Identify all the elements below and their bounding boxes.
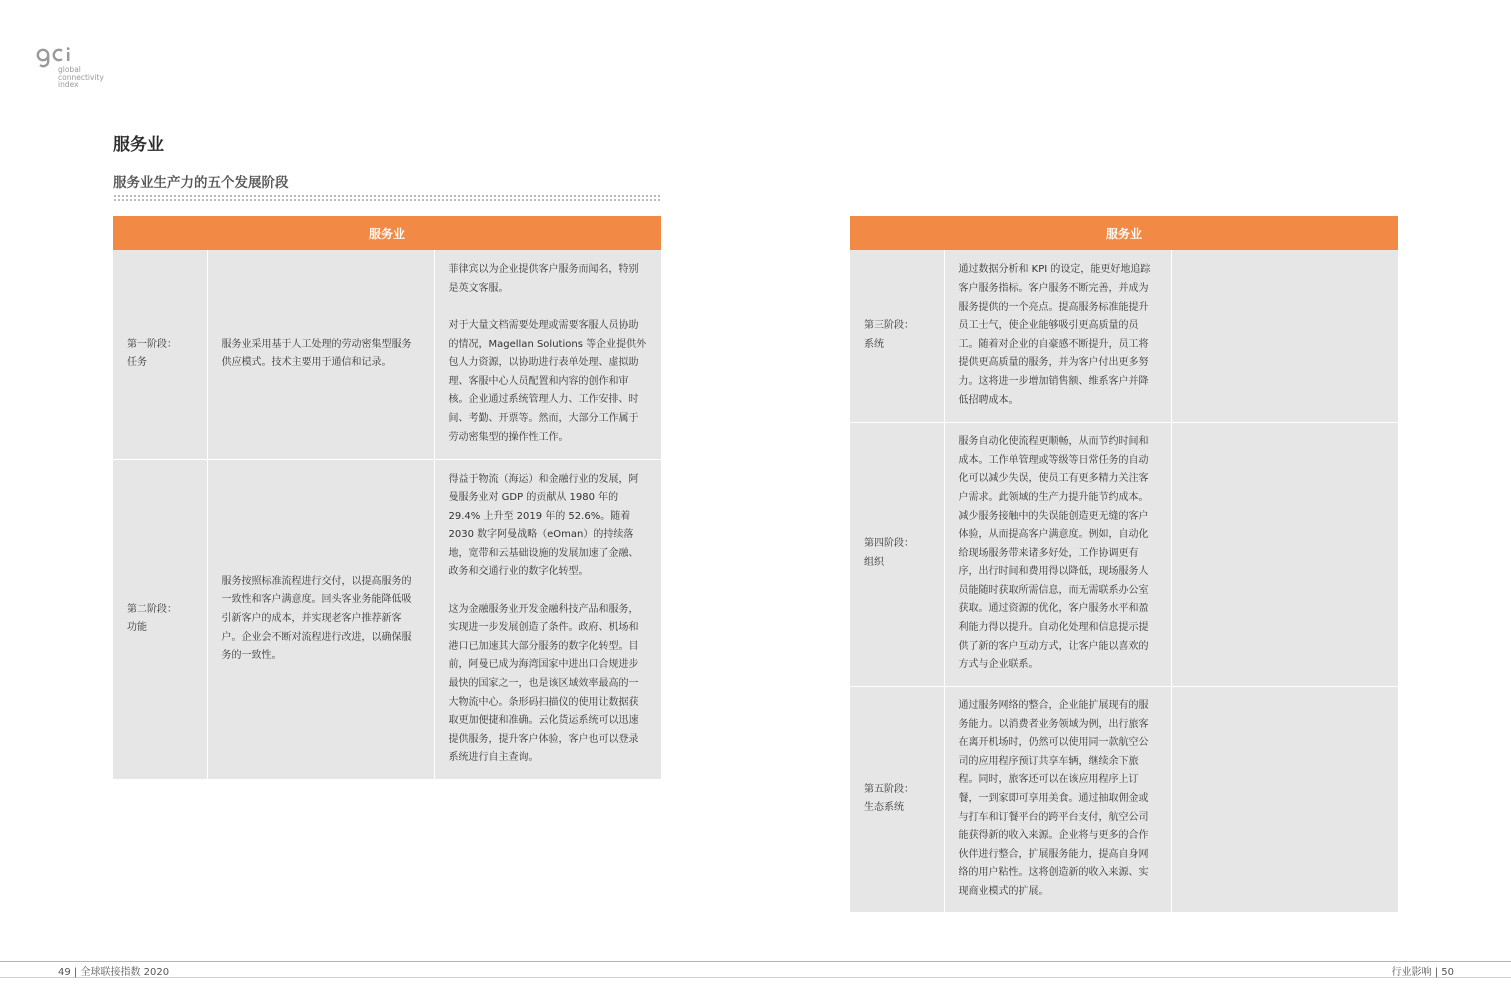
- footer-divider-bottom: [0, 977, 1511, 978]
- table-row: [850, 422, 1398, 686]
- stage-description: 服务业采用基于人工处理的劳动密集型服务供应模式。技术主要用于通信和记录。: [207, 250, 434, 459]
- table-row: [850, 250, 1398, 422]
- stage-example: [1171, 422, 1398, 686]
- stage-description: 服务自动化使流程更顺畅，从而节约时间和成本。工作单管理或等级等日常任务的自动化可以减少失误，使员工有更多精力关注客户需求。此领域的生产力提升能节约成本。减少服务接触中的失误能创造更无缝的客户体验，从而提高客户满意度。例如，自动化给现场服务带来诸多好处，工作协调更有序，出行时间和费用得以降低，现场服务人员能随时获取所需信息，而无需联系办公室获取。通过资源的优化，客户服务水平和盈利能力得以提升。自动化处理和信息提示提供了新的客户互动方式，让客户能以喜欢的方式与企业联系。: [944, 422, 1171, 686]
- stage-description: 服务按照标准流程进行交付，以提高服务的一致性和客户满意度。回头客业务能降低吸引新客户的成本，并实现老客户推荐新客户。企业会不断对流程进行改进，以确保服务的一致性。: [207, 459, 434, 779]
- stage-example: 得益于物流（海运）和金融行业的发展，阿曼服务业对 GDP 的贡献从 1980 年的 29.4% 上升至 2019 年的 52.6%。随着 2030 数字阿曼战略（eOman）的持续落地，宽带和云基础设施的发展加速了金融、政务和交通行业的数字化转型。 这为金融服务业开发金融科技产品和服务，实现进一步发展创造了条件。政府、机场和港口已加速其大部分服务的数字化转型。目前，阿曼已成为海湾国家中进出口合规进步最快的国家之一，也是该区域效率最高的一大物流中心。条形码扫描仪的使用让数据获取更加便捷和准确。云化货运系统可以迅速提供服务，提升客户体验，客户也可以登录系统进行自主查询。: [434, 459, 661, 779]
- logo-subtext: [58, 66, 104, 89]
- table-row: [850, 686, 1398, 912]
- table-header: 服务业: [113, 216, 661, 250]
- stage-label: 第四阶段： 组织: [850, 422, 944, 686]
- stage-example: [1171, 686, 1398, 912]
- stage-label: 第五阶段： 生态系统: [850, 686, 944, 912]
- stage-label: 第一阶段： 任务: [113, 250, 207, 459]
- stage-label: 第三阶段： 系统: [850, 250, 944, 422]
- dotted-divider: [113, 194, 661, 202]
- footer-right-page-info: 行业影响 | 50: [1391, 967, 1454, 978]
- stage-example: [1171, 250, 1398, 422]
- right-stage-table: [850, 216, 1398, 912]
- stage-label: 第二阶段： 功能: [113, 459, 207, 779]
- stage-description: 通过数据分析和 KPI 的设定，能更好地追踪客户服务指标。客户服务不断完善，并成为服务提供的一个亮点。提高服务标准能提升员工士气，使企业能够吸引更高质量的员工。随着对企业的自豪感不断提升，员工将提供更高质量的服务，并为客户付出更多努力。这将进一步增加销售额、维系客户并降低招聘成本。: [944, 250, 1171, 422]
- table-header: 服务业: [850, 216, 1398, 250]
- footer-divider: [0, 961, 1511, 962]
- left-stage-table: [113, 216, 661, 779]
- stage-example: 菲律宾以为企业提供客户服务而闻名，特别是英文客服。 对于大量文档需要处理或需要客服人员协助的情况，Magellan Solutions 等企业提供外包人力资源，以协助进行表单处理、虚拟助理、客服中心人员配置和内容的创作和审核。企业通过系统管理人力、工作安排、时间、考勤、开票等。然而，大部分工作属于劳动密集型的操作性工作。: [434, 250, 661, 459]
- stage-description: 通过服务网络的整合，企业能扩展现有的服务能力。以消费者业务领域为例，出行旅客在离开机场时，仍然可以使用同一款航空公司的应用程序预订共享车辆，继续余下旅程。同时，旅客还可以在该应用程序上订餐，一到家即可享用美食。通过抽取佣金或与打车和订餐平台的跨平台支付，航空公司能获得新的收入来源。企业将与更多的合作伙伴进行整合，扩展服务能力，提高自身网络的用户粘性。这将创造新的收入来源、实现商业模式的扩展。: [944, 686, 1171, 912]
- logo-line-3: index: [58, 80, 79, 89]
- footer-left-page-info: 49 | 全球联接指数 2020: [58, 967, 170, 978]
- section-subtitle: 服务业生产力的五个发展阶段: [113, 175, 289, 191]
- logo-line-1: global: [58, 65, 81, 74]
- table-row: [113, 459, 661, 779]
- gci-logo: [36, 46, 116, 96]
- page-title: 服务业: [113, 135, 164, 155]
- logo-line-2: connectivity: [58, 72, 104, 82]
- table-row: [113, 250, 661, 459]
